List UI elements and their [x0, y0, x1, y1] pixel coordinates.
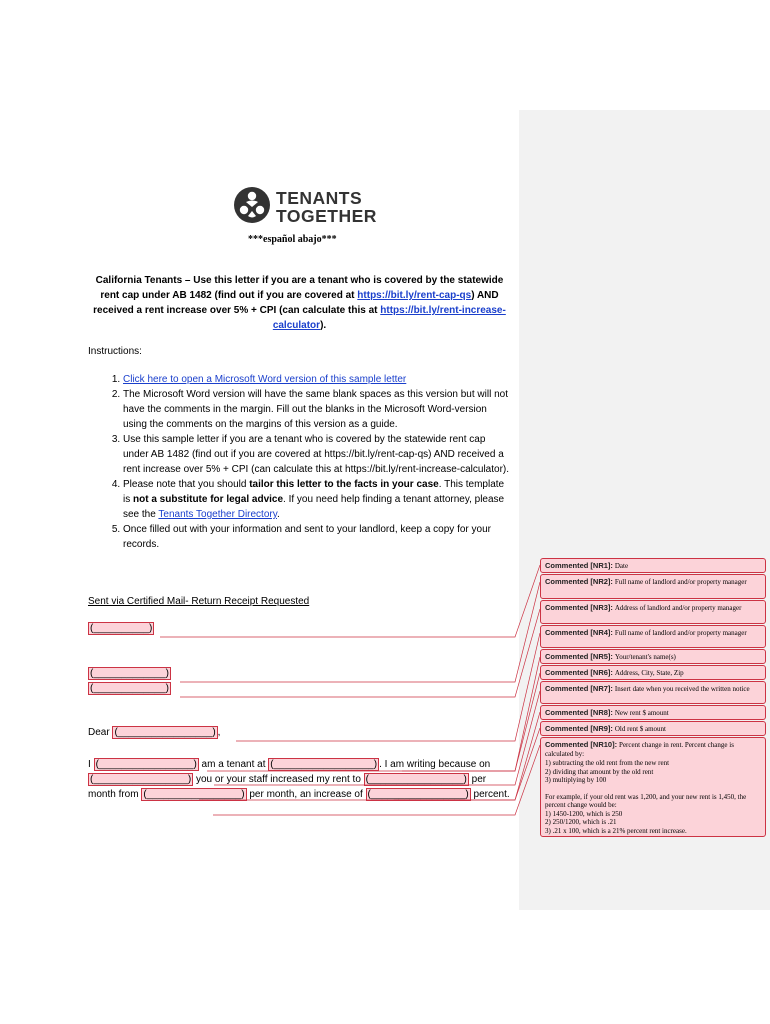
- comment-text: Full name of landlord and/or property manager: [614, 578, 747, 586]
- tenant-name-blank[interactable]: (_________________): [114, 727, 216, 738]
- comment-head: Commented [NR3]:: [545, 603, 613, 612]
- rent-cap-qs-link[interactable]: https://bit.ly/rent-cap-qs: [357, 290, 472, 301]
- body-text: I: [88, 759, 94, 770]
- word-version-link[interactable]: Click here to open a Microsoft Word version of this sample letter: [123, 374, 407, 385]
- comment-nr7[interactable]: [540, 681, 766, 704]
- comment-line: 3) .21 x 100, which is a 21% percent rent increase.: [545, 826, 687, 835]
- comment-nr9[interactable]: [540, 721, 766, 736]
- comment-head: Commented [NR8]:: [545, 708, 613, 717]
- date-blank[interactable]: (__________): [90, 623, 153, 634]
- tenants-together-directory-link[interactable]: Tenants Together Directory: [158, 509, 277, 520]
- body-text: . I am writing because on: [379, 759, 491, 770]
- step4-text-end: .: [277, 509, 280, 520]
- comment-text: Percent change in rent. Percent change is calculated by:: [545, 741, 734, 758]
- comment-text: Address, City, State, Zip: [614, 669, 684, 677]
- comment-line: 2) 250/1200, which is .21: [545, 818, 617, 826]
- step4-bold-tailor: tailor this letter to the facts in your case: [249, 479, 439, 490]
- address-blank[interactable]: (__________________): [270, 759, 378, 770]
- comment-text: Insert date when you received the written notice: [614, 685, 750, 693]
- comment-text: Your/tenant's name(s): [614, 653, 676, 661]
- step4-text: Please note that you should: [123, 479, 250, 490]
- comment-text: Old rent $ amount: [614, 725, 667, 733]
- old-rent-blank[interactable]: (_________________): [143, 789, 245, 800]
- comment-text: Address of landlord and/or property manager: [614, 604, 742, 612]
- step4-text-mid2: . If you need help finding a tenant attorney, please see the: [123, 494, 505, 520]
- intro-text-end: ).: [320, 320, 327, 331]
- comment-head: Commented [NR9]:: [545, 724, 613, 733]
- new-rent-blank[interactable]: (_________________): [365, 774, 467, 785]
- spanish-below-note: ***español abajo***: [248, 234, 337, 245]
- comment-head: Commented [NR10]:: [545, 740, 618, 749]
- intro-text-mid: ) AND received a rent increase over 5% + CPI (can calculate this at: [93, 290, 499, 316]
- logo-text-together: TOGETHER: [276, 206, 377, 226]
- tenant-blank[interactable]: (_________________): [95, 759, 197, 770]
- comment-nr10-lines: [545, 759, 761, 835]
- salutation-text: Dear: [88, 727, 113, 738]
- comment-line: For example, if your old rent was 1,200, and your new rent is 1,450, the percent change would be:: [545, 792, 747, 809]
- comment-line: 1) 1450-1200, which is 250: [545, 809, 623, 818]
- percent-change-blank[interactable]: (_________________): [367, 789, 469, 800]
- rent-increase-calculator-link[interactable]: https://bit.ly/rent-increase-calculator: [272, 305, 506, 331]
- comment-head: Commented [NR4]:: [545, 628, 613, 637]
- body-text: per month from: [88, 774, 487, 800]
- list-item: 5. Once filled out with your information and sent to your landlord, keep a copy for your records.: [123, 522, 512, 552]
- comment-nr4[interactable]: [540, 625, 766, 648]
- comment-head: Commented [NR2]:: [545, 577, 613, 586]
- comment-head: Commented [NR7]:: [545, 684, 613, 693]
- comment-nr1[interactable]: [540, 558, 766, 573]
- list-item: 2. The Microsoft Word version will have the same blank spaces as this version but will not have the comments in the margin. Fill out the blanks in the Microsoft Word-version using the comments on the margins of this version as a guide.: [123, 387, 512, 432]
- comment-line: 1) subtracting the old rent from the new rent: [545, 759, 670, 767]
- instructions-heading: Instructions:: [88, 346, 142, 357]
- intro-text: California Tenants – Use this letter if you are a tenant who is covered by the statewide rent cap under AB 1482 (find out if you are covered at: [95, 275, 504, 301]
- notice-date-blank[interactable]: (_________________): [90, 774, 192, 785]
- step4-bold-legal: not a substitute for legal advice: [133, 494, 284, 505]
- logo-text-tenants: TENANTS: [276, 188, 363, 208]
- body-text: you or your staff increased my rent to: [193, 774, 364, 785]
- step4-text-mid: . This template is: [123, 479, 505, 505]
- landlord-address-blank[interactable]: (_____________): [90, 683, 169, 694]
- comment-spacer: [545, 785, 761, 793]
- comment-nr8[interactable]: [540, 705, 766, 720]
- comment-head: Commented [NR6]:: [545, 668, 613, 677]
- comment-nr10[interactable]: [540, 737, 766, 837]
- body-text: am a tenant at: [198, 759, 269, 770]
- body-text: per month, an increase of: [246, 789, 366, 800]
- comment-text: Date: [614, 562, 629, 570]
- comment-nr3[interactable]: [540, 600, 766, 624]
- comment-text: Full name of landlord and/or property manager: [614, 629, 747, 637]
- salutation-comma: ,: [217, 727, 221, 738]
- comment-head: Commented [NR1]:: [545, 561, 613, 570]
- body-text: percent.: [470, 789, 510, 800]
- comment-head: Commented [NR5]:: [545, 652, 613, 661]
- comment-line: 3) multiplying by 100: [545, 776, 607, 784]
- comment-nr5[interactable]: [540, 649, 766, 664]
- comment-nr6[interactable]: [540, 665, 766, 680]
- comment-nr2[interactable]: [540, 574, 766, 599]
- comment-text: New rent $ amount: [614, 709, 669, 717]
- comment-line: 2) dividing that amount by the old rent: [545, 767, 654, 776]
- list-item: 3. Use this sample letter if you are a tenant who is covered by the statewide rent cap under AB 1482 (find out if you are covered at https://bit.ly/rent-cap-qs) AND received a rent increase over 5% + CPI (can calculate this at https://bit.ly/rent-increase-calculator).: [123, 432, 512, 477]
- certified-mail-line: Sent via Certified Mail- Return Receipt Requested: [88, 596, 310, 607]
- landlord-name-blank[interactable]: (_____________): [90, 668, 169, 679]
